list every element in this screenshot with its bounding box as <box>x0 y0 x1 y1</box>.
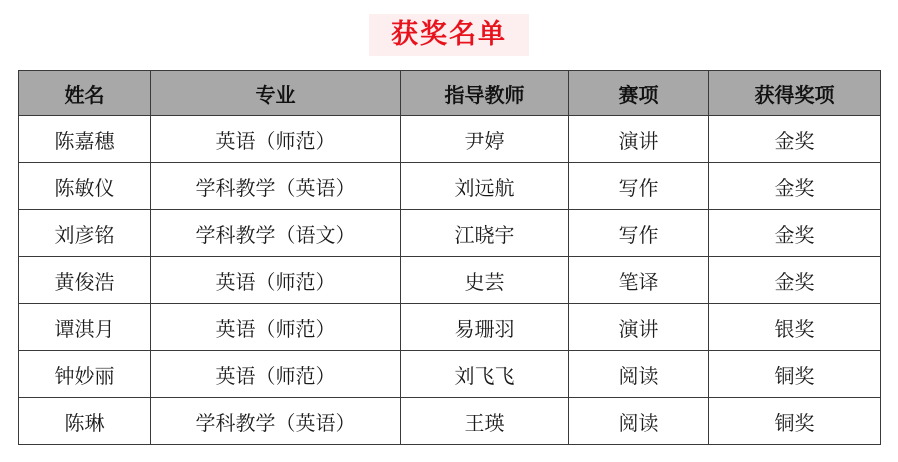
table-row <box>19 210 881 257</box>
cell-major: 英语（师范） <box>151 116 401 163</box>
table-header <box>19 71 881 116</box>
table-row <box>19 398 881 445</box>
cell-award: 金奖 <box>709 210 881 257</box>
column-header-major: 专业 <box>151 71 401 116</box>
cell-name: 钟妙丽 <box>19 351 151 398</box>
table-row <box>19 116 881 163</box>
table-row <box>19 351 881 398</box>
table-row <box>19 163 881 210</box>
cell-advisor: 王瑛 <box>401 398 569 445</box>
cell-award: 铜奖 <box>709 398 881 445</box>
cell-name: 黄俊浩 <box>19 257 151 304</box>
cell-major: 英语（师范） <box>151 257 401 304</box>
cell-major: 学科教学（英语） <box>151 163 401 210</box>
cell-award: 金奖 <box>709 257 881 304</box>
cell-major: 英语（师范） <box>151 351 401 398</box>
column-header-advisor: 指导教师 <box>401 71 569 116</box>
cell-event: 写作 <box>569 210 709 257</box>
cell-event: 写作 <box>569 163 709 210</box>
cell-award: 银奖 <box>709 304 881 351</box>
page-title: 获奖名单 <box>369 14 529 56</box>
table-row <box>19 304 881 351</box>
title-container <box>0 0 898 70</box>
cell-major: 学科教学（语文） <box>151 210 401 257</box>
cell-award: 金奖 <box>709 116 881 163</box>
cell-advisor: 尹婷 <box>401 116 569 163</box>
cell-major: 学科教学（英语） <box>151 398 401 445</box>
cell-event: 阅读 <box>569 351 709 398</box>
table-container <box>0 70 898 445</box>
table-header-row <box>19 71 881 116</box>
column-header-name: 姓名 <box>19 71 151 116</box>
cell-name: 陈敏仪 <box>19 163 151 210</box>
cell-name: 谭淇月 <box>19 304 151 351</box>
cell-event: 阅读 <box>569 398 709 445</box>
table-row <box>19 257 881 304</box>
cell-major: 英语（师范） <box>151 304 401 351</box>
table-body <box>19 116 881 445</box>
cell-name: 陈嘉穗 <box>19 116 151 163</box>
cell-award: 金奖 <box>709 163 881 210</box>
cell-advisor: 刘飞飞 <box>401 351 569 398</box>
cell-event: 演讲 <box>569 116 709 163</box>
cell-award: 铜奖 <box>709 351 881 398</box>
cell-advisor: 江晓宇 <box>401 210 569 257</box>
cell-advisor: 易珊羽 <box>401 304 569 351</box>
cell-name: 陈琳 <box>19 398 151 445</box>
award-list-table <box>18 70 881 445</box>
cell-event: 笔译 <box>569 257 709 304</box>
cell-name: 刘彦铭 <box>19 210 151 257</box>
column-header-event: 赛项 <box>569 71 709 116</box>
cell-advisor: 刘远航 <box>401 163 569 210</box>
cell-event: 演讲 <box>569 304 709 351</box>
cell-advisor: 史芸 <box>401 257 569 304</box>
column-header-award: 获得奖项 <box>709 71 881 116</box>
